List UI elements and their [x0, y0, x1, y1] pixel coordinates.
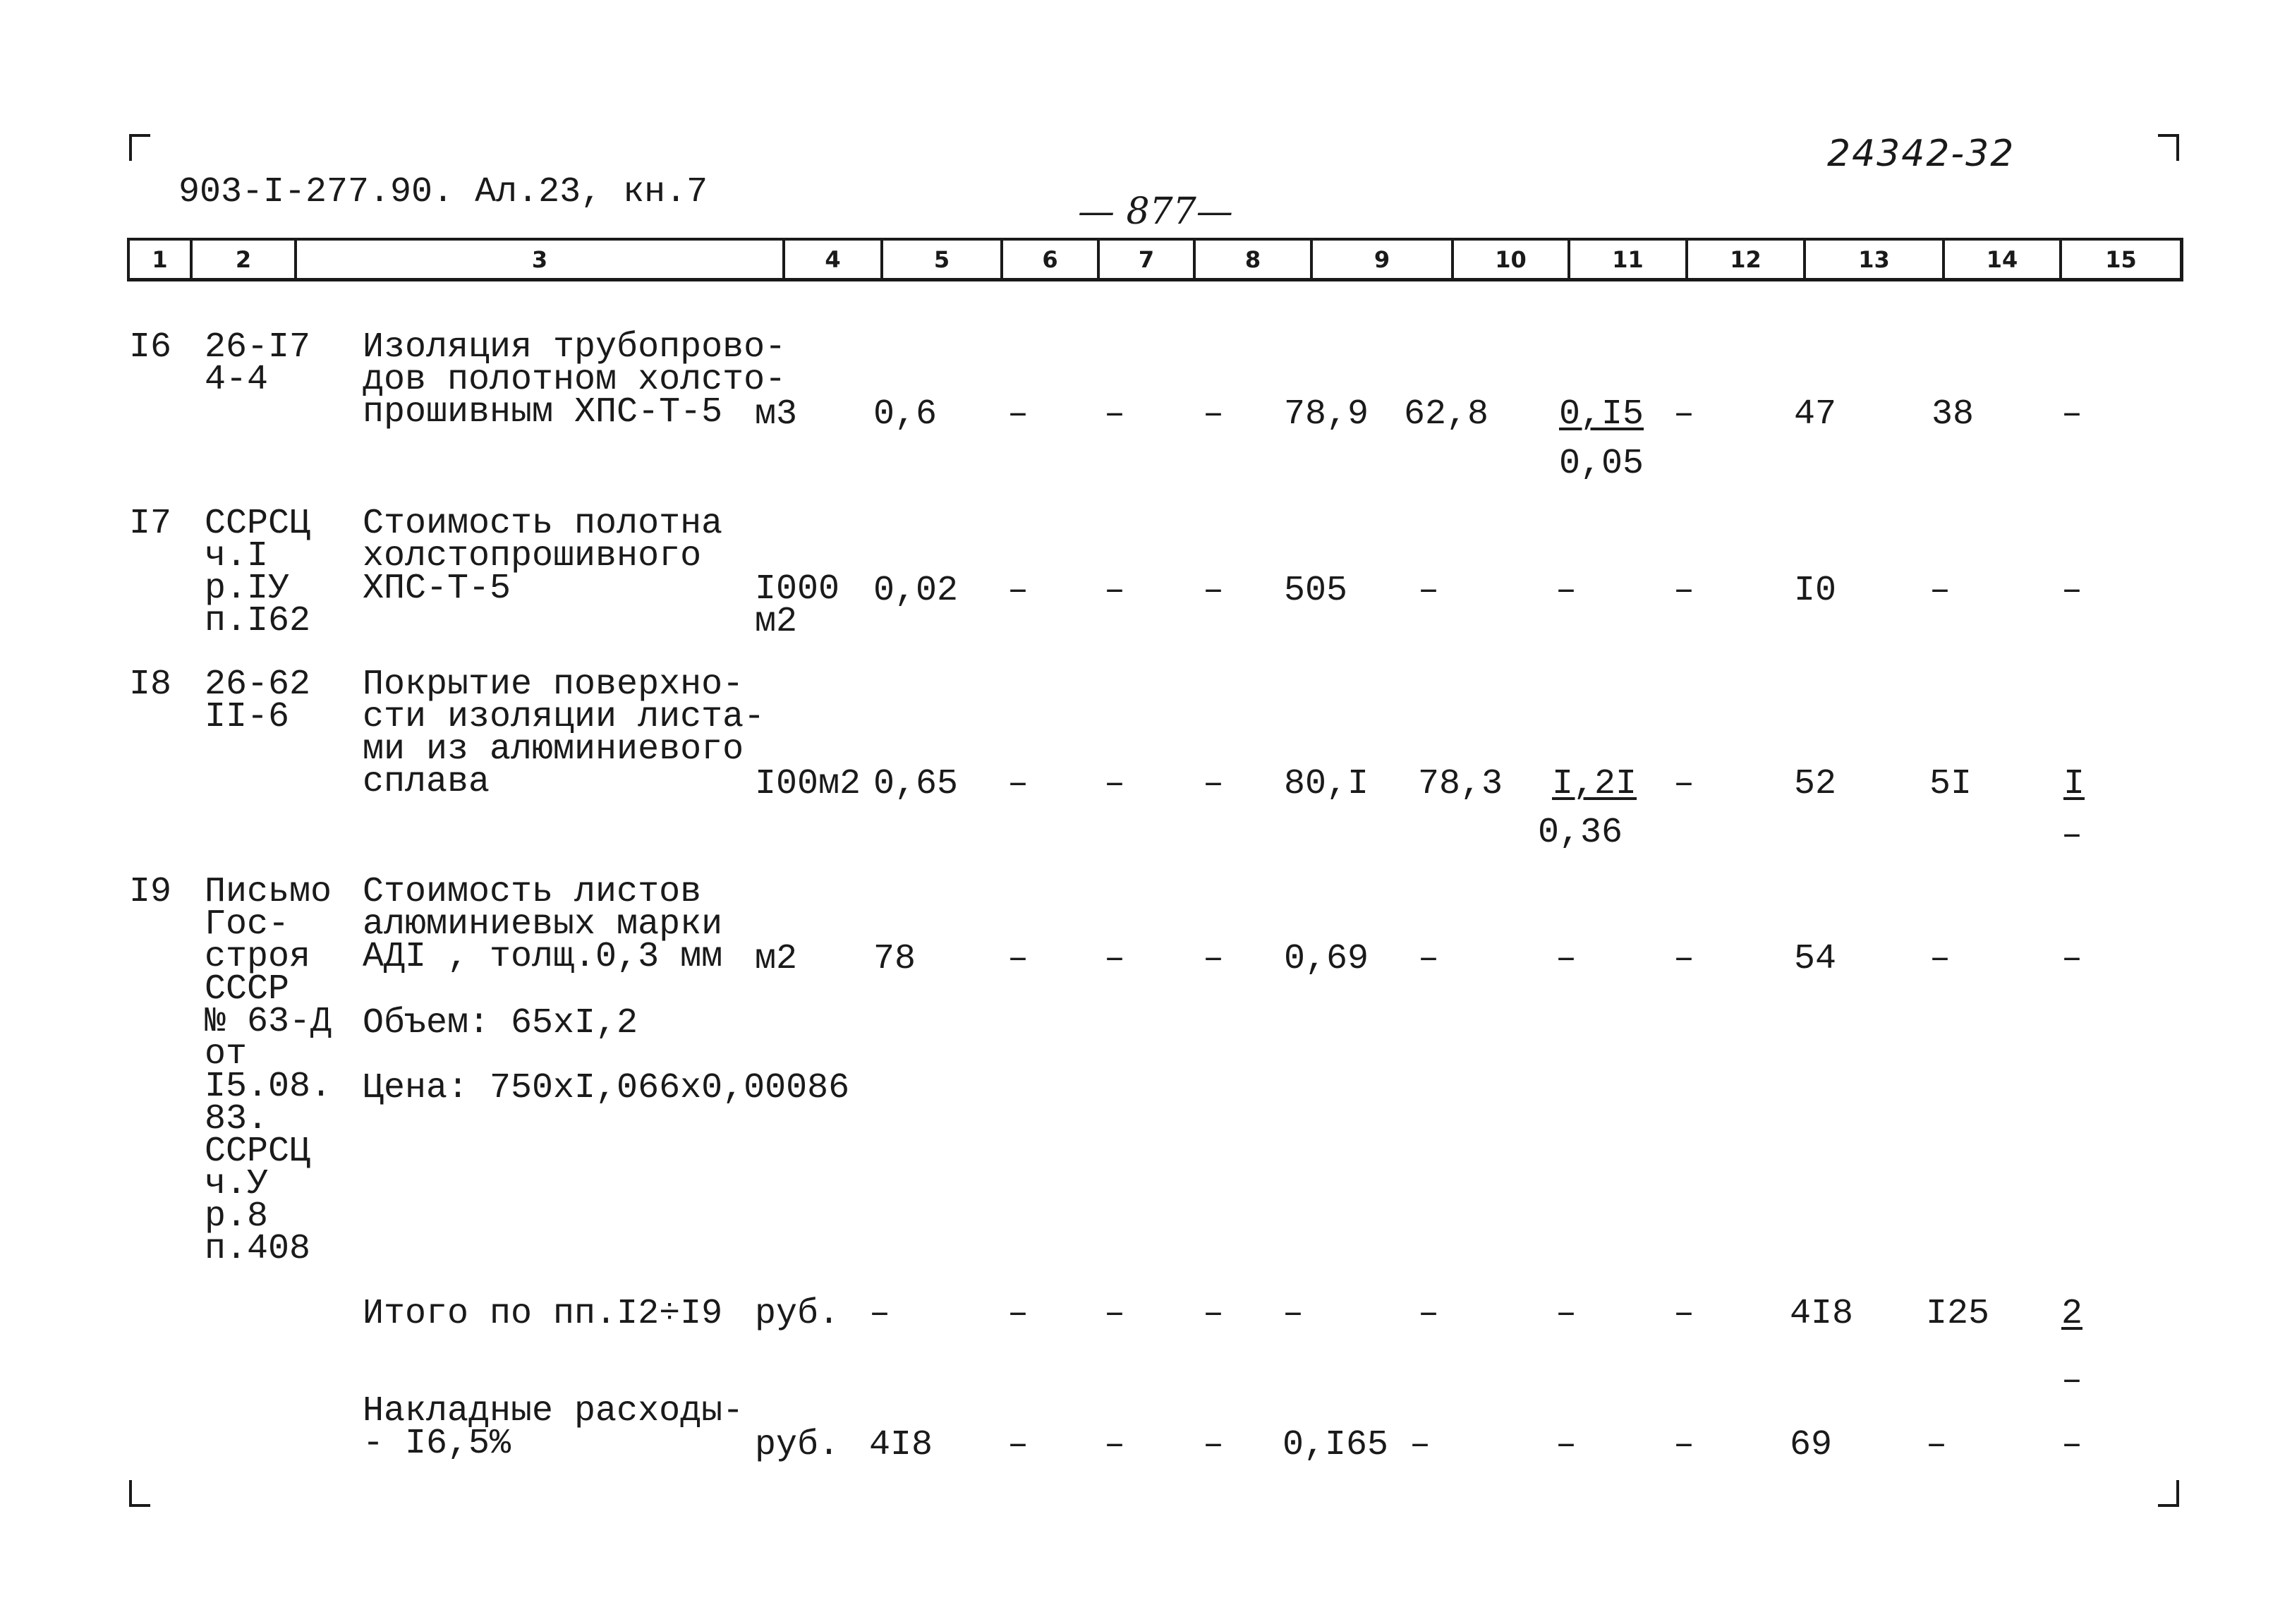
row-reference: ССРСЦ ч.I р.IУ п.I62 — [205, 504, 311, 641]
overhead-col7: – — [1104, 1425, 1126, 1465]
overhead-col9: 0,I65 – — [1283, 1425, 1431, 1465]
cell-col10: 62,8 — [1404, 394, 1489, 435]
total-col15-top: 2 — [2061, 1294, 2083, 1334]
cell-col14: – — [1929, 939, 1951, 979]
cell-col11-bottom: 0,05 — [1559, 444, 1644, 484]
total-col13: 4I8 — [1790, 1294, 1854, 1334]
cell-col7: – — [1104, 394, 1126, 435]
row-description: Стоимость листов алюминиевых марки АДI , толщ.0,3 мм — [363, 872, 723, 977]
cell-col9: 0,69 — [1284, 939, 1369, 979]
row-number: I8 — [129, 665, 172, 705]
total-col14: I25 — [1926, 1294, 1990, 1334]
overhead-row-label: Накладные расходы- - I6,5% — [363, 1391, 744, 1464]
cell-col8: – — [1203, 764, 1225, 804]
cell-col15-bottom: – — [2061, 816, 2083, 856]
cell-col12: – — [1673, 394, 1695, 435]
row-unit: м3 — [755, 394, 798, 435]
column-number-5: 5 — [880, 238, 1000, 281]
row-reference: 26-I7 4-4 — [205, 327, 311, 400]
cell-col6: – — [1007, 571, 1029, 611]
cell-col7: – — [1104, 764, 1126, 804]
cell-col7: – — [1104, 939, 1126, 979]
cell-col9: 80,I — [1284, 764, 1369, 804]
column-number-10: 10 — [1451, 238, 1568, 281]
row-number: I9 — [129, 872, 172, 912]
price-note: Цена: 750хI,066х0,00086 — [363, 1068, 850, 1108]
row-unit: м2 — [755, 939, 798, 979]
total-col8: – — [1203, 1294, 1225, 1334]
column-number-9: 9 — [1310, 238, 1451, 281]
cell-col15: – — [2061, 394, 2083, 435]
cell-col12: – — [1673, 939, 1695, 979]
total-col7: – — [1104, 1294, 1126, 1334]
overhead-col14: – — [1926, 1425, 1948, 1465]
row-number: I7 — [129, 504, 172, 544]
cell-col8: – — [1203, 394, 1225, 435]
cell-col6: – — [1007, 394, 1029, 435]
cell-col11-top: 0,I5 — [1559, 394, 1644, 435]
row-description: Изоляция трубопрово- дов полотном холсто- прошивным ХПС-Т-5 — [363, 327, 787, 432]
cell-col15: – — [2061, 571, 2083, 611]
cell-col5: 0,65 — [873, 764, 959, 804]
total-col9: – — [1283, 1294, 1304, 1334]
cell-col8: – — [1203, 571, 1225, 611]
total-col15-bottom: – — [2061, 1361, 2083, 1401]
cell-col11-top: I,2I — [1552, 764, 1637, 804]
column-number-7: 7 — [1097, 238, 1193, 281]
column-number-8: 8 — [1193, 238, 1310, 281]
cell-col11-bottom: 0,36 — [1538, 813, 1623, 853]
overhead-col13: 69 — [1790, 1425, 1833, 1465]
column-number-6: 6 — [1000, 238, 1097, 281]
cell-col13: I0 — [1794, 571, 1837, 611]
cell-col14: – — [1929, 571, 1951, 611]
cell-col6: – — [1007, 764, 1029, 804]
column-number-3: 3 — [294, 238, 782, 281]
cell-col5: 0,02 — [873, 571, 959, 611]
column-number-2: 2 — [190, 238, 294, 281]
total-row-label: Итого по пп.I2÷I9 — [363, 1294, 723, 1334]
total-col6: – — [1007, 1294, 1029, 1334]
row-number: I6 — [129, 327, 172, 368]
column-number-13: 13 — [1803, 238, 1942, 281]
cell-col12: – — [1673, 571, 1695, 611]
overhead-col12: – — [1673, 1425, 1695, 1465]
corner-mark-top-right — [2158, 134, 2179, 161]
column-number-15: 15 — [2059, 238, 2183, 281]
total-col12: – — [1673, 1294, 1695, 1334]
corner-mark-top-left — [129, 134, 150, 161]
cell-col7: – — [1104, 571, 1126, 611]
cell-col5: 0,6 — [873, 394, 938, 435]
cell-col14: 5I — [1929, 764, 1972, 804]
cell-col6: – — [1007, 939, 1029, 979]
overhead-col5: 4I8 — [869, 1425, 933, 1465]
overhead-row-unit: руб. — [755, 1425, 840, 1465]
cell-col10: – — [1418, 939, 1440, 979]
overhead-col15: – — [2061, 1425, 2083, 1465]
row-unit: I000 м2 — [755, 569, 840, 642]
total-row-unit: руб. — [755, 1294, 840, 1334]
cell-col9: 505 — [1284, 571, 1348, 611]
cell-col11: – — [1556, 571, 1577, 611]
total-col11: – — [1556, 1294, 1577, 1334]
column-number-12: 12 — [1685, 238, 1803, 281]
archive-number: 24342-32 — [1827, 133, 2015, 175]
cell-col13: 52 — [1794, 764, 1837, 804]
overhead-col11: – — [1556, 1425, 1577, 1465]
cell-col11: – — [1556, 939, 1577, 979]
row-description: Стоимость полотна холстопрошивного ХПС-Т-5 — [363, 504, 723, 609]
row-description: Покрытие поверхно- сти изоляции листа- ми из алюминиевого сплава — [363, 665, 765, 802]
document-code: 903-I-277.90. Ал.23, кн.7 — [178, 172, 708, 212]
column-number-4: 4 — [782, 238, 880, 281]
overhead-col8: – — [1203, 1425, 1225, 1465]
cell-col9: 78,9 — [1284, 394, 1369, 435]
column-number-11: 11 — [1568, 238, 1685, 281]
cell-col10: 78,3 — [1418, 764, 1503, 804]
row-reference: Письмо Гос- строя СССР № 63-Д от I5.08. 83. ССРСЦ ч.У р.8 п.408 — [205, 872, 332, 1269]
total-col10: – — [1418, 1294, 1440, 1334]
cell-col8: – — [1203, 939, 1225, 979]
total-col5: – — [869, 1294, 891, 1334]
cell-col5: 78 — [873, 939, 916, 979]
cell-col13: 54 — [1794, 939, 1837, 979]
corner-mark-bottom-right — [2158, 1480, 2179, 1507]
cell-col15: – — [2061, 939, 2083, 979]
page-number: — 877— — [1078, 190, 1233, 233]
cell-col14: 38 — [1932, 394, 1975, 435]
row-reference: 26-62 II-6 — [205, 665, 311, 737]
overhead-col6: – — [1007, 1425, 1029, 1465]
cell-col15-top: I — [2063, 764, 2085, 804]
column-number-1: 1 — [127, 238, 190, 281]
volume-note: Объем: 65хI,2 — [363, 1003, 638, 1043]
column-number-14: 14 — [1942, 238, 2059, 281]
cell-col10: – — [1418, 571, 1440, 611]
cell-col12: – — [1673, 764, 1695, 804]
corner-mark-bottom-left — [129, 1480, 150, 1507]
cell-col13: 47 — [1794, 394, 1837, 435]
row-unit: I00м2 — [755, 764, 861, 804]
